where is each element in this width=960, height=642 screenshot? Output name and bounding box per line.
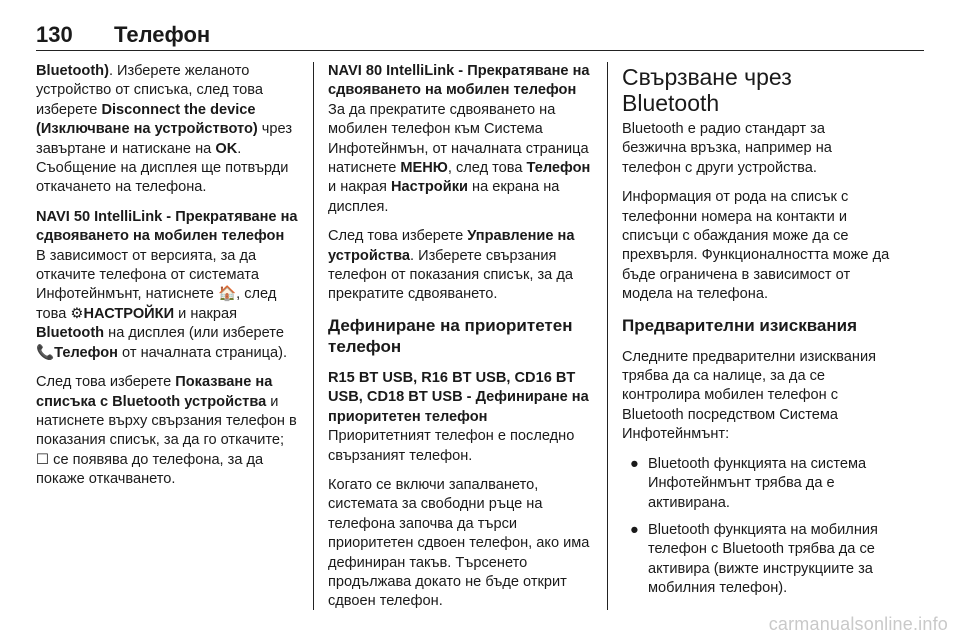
bold-text: Настройки xyxy=(390,179,468,196)
bullet-icon: ● xyxy=(630,455,639,472)
list-item-text: Bluetooth функцията на мобилния телефон с Bluetooth трябва да се активира (вижте инструкциите за мобилния телефон). xyxy=(648,521,878,597)
bold-text: Управление на устройства xyxy=(328,228,575,264)
text: След това изберете xyxy=(36,374,176,391)
col2-paragraph-2 xyxy=(328,227,592,305)
text: След това изберете xyxy=(328,228,468,245)
requirements-list xyxy=(622,455,890,599)
text: на екрана на дисплея. xyxy=(328,179,560,215)
col2-paragraph-1 xyxy=(328,101,592,217)
checkbox-icon: ☐ xyxy=(36,451,50,468)
col2-paragraph-4: Когато се включи запалването, системата за свободни ръце на телефона започва да търси приоритетен сдвоен телефон, ако има дефиниран такъв. Търсенето продължава докато не бъде открит сдвоен телефон. xyxy=(328,476,590,610)
text: . Изберете желаното устройство от списъка, след това изберете xyxy=(36,63,263,118)
column-3 xyxy=(622,62,890,607)
section-heading-navi50: NAVI 50 IntelliLink - Прекратяване на сдвояването на мобилен телефон xyxy=(36,208,298,245)
bold-text: Bluetooth) xyxy=(36,63,109,79)
text: В зависимост от версията, за да откачите телефона от системата Инфотейнмънт, натиснете xyxy=(36,247,259,303)
text: . Изберете свързания телефон от показания списък, за да прекратите сдвояването. xyxy=(328,247,573,303)
text: . Съобщение на дисплея ще потвърди откачането на телефона. xyxy=(36,140,289,196)
watermark: carmanualsonline.info xyxy=(768,614,948,634)
column-divider-2 xyxy=(607,62,608,610)
bold-text: Bluetooth xyxy=(36,325,105,342)
section-heading-navi80: NAVI 80 IntelliLink - Прекратяване на сдвояването на мобилен телефон xyxy=(328,63,590,99)
column-divider-1 xyxy=(313,62,314,610)
column-1 xyxy=(36,62,298,500)
col2-paragraph-3: Приоритетният телефон е последно свързаният телефон. xyxy=(328,428,575,464)
text: на дисплея (или изберете xyxy=(104,325,284,342)
text: За да прекратите сдвояването на мобилен телефон към Система Инфотейнмън, от началната страница натиснете xyxy=(328,101,589,177)
col3-paragraph-1: Bluetooth е радио стандарт за безжична връзка, например на телефон с други устройства. xyxy=(622,121,832,176)
page-header xyxy=(36,22,924,51)
home-icon: 🏠 xyxy=(217,286,237,303)
page-title: Телефон xyxy=(114,22,211,47)
text: чрез завъртане и натискане на xyxy=(36,121,293,157)
list-item xyxy=(622,521,890,599)
text: , след това xyxy=(36,286,277,322)
bold-text: Телефон xyxy=(526,160,591,177)
col1-paragraph-3 xyxy=(36,373,298,489)
section-heading-prerequisites: Предварителни изисквания xyxy=(622,315,858,335)
column-2 xyxy=(328,62,592,622)
list-item-text: Bluetooth функцията на система Инфотейнмънт трябва да е активирана. xyxy=(648,455,867,511)
text: от началната страница). xyxy=(117,344,288,361)
bullet-icon: ● xyxy=(630,521,639,538)
page-number: 130 xyxy=(36,22,73,47)
col1-paragraph-1 xyxy=(36,62,298,198)
col1-paragraph-2 xyxy=(36,247,298,363)
section-heading-priority-phone: Дефиниране на приоритетен телефон xyxy=(328,315,573,356)
subsection-heading-r15: R15 BT USB, R16 BT USB, CD16 BT USB, CD18 BT USB - Дефиниране на приоритетен телефон xyxy=(328,369,589,425)
settings-label: ⚙НАСТРОЙКИ xyxy=(70,305,175,322)
bold-text: Показване на списъка с Bluetooth устройства xyxy=(36,374,273,410)
text: и натиснете върху свързания телефон в показания списък, за да го откачите; xyxy=(36,393,297,449)
section-heading-bluetooth: Свързване чрез Bluetooth xyxy=(622,64,792,116)
col3-paragraph-3: Следните предварителни изисквания трябва да са налице, за да се контролира мобилен телефон с Bluetooth посредством Система Инфотейнмънт: xyxy=(622,348,877,443)
bold-text: Disconnect the device (Изключване на устройството) xyxy=(36,101,258,138)
text: , след това xyxy=(447,160,527,177)
col3-paragraph-2: Информация от рода на списък с телефонни номера на контакти и списъци с обаждания може да се прехвърля. Функционалността може да бъде ограничена в зависимост от модела на телефона. xyxy=(622,189,890,303)
text: и накрая xyxy=(174,305,238,322)
bold-text: МЕНЮ xyxy=(400,160,448,177)
phone-label: 📞Телефон xyxy=(36,344,118,361)
text: се появява до телефона, за да покаже откачването. xyxy=(36,451,264,488)
text: и накрая xyxy=(328,179,391,196)
bold-text: OK xyxy=(215,140,238,157)
list-item xyxy=(622,455,890,513)
